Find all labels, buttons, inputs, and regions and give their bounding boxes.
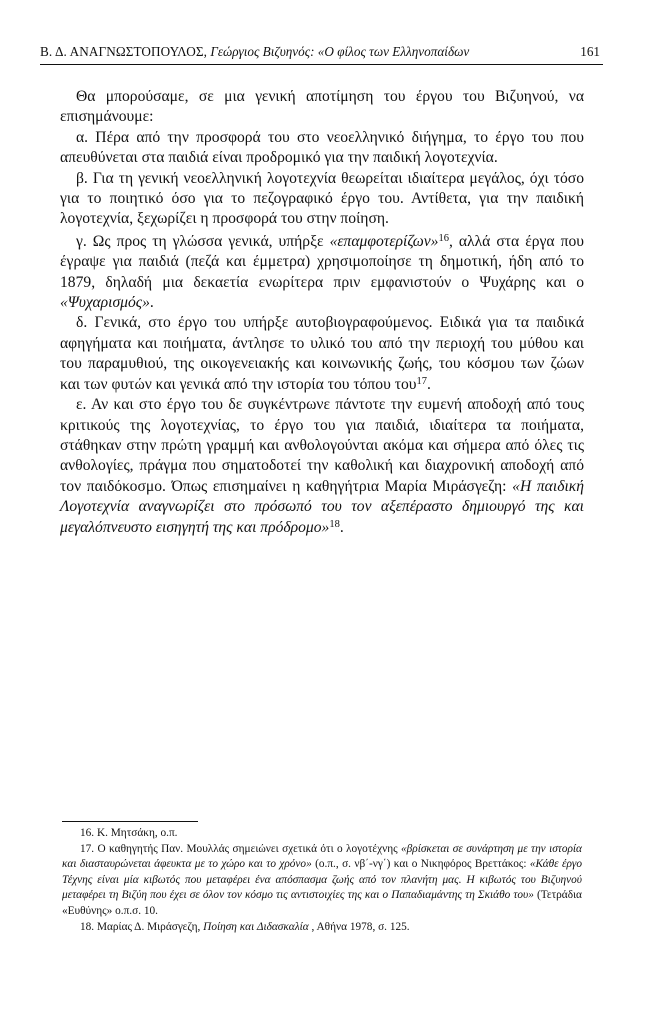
footnote-18	[62, 920, 582, 936]
header-author: Β. Δ. ΑΝΑΓΝΩΣΤΟΠΟΥΛΟΣ,	[40, 44, 208, 59]
paragraph-e	[60, 395, 584, 538]
paragraph-b: β. Για τη γενική νεοελληνική λογοτεχνία θεωρείται ιδιαίτερα μεγάλος, όχι τόσο για το ποιητικό όσο για το πεζογραφικό έργο του. Αντίθετα, για την παιδική λογοτεχνία, ξεχωρίζει η προσφορά του στην ποίηση.	[60, 169, 584, 228]
footnote-18-lead: 18. Μαρίας Δ. Μιράσγεζη,	[80, 920, 204, 933]
paragraph-c	[60, 232, 584, 314]
paragraph-d-text: δ. Γενικά, στο έργο του υπήρξε αυτοβιογραφούμενος. Ειδικά για τα παιδικά αφηγήματα και ποιήματα, άντλησε το υλικό του από την περιοχή του μύθου και του παραμυθιού, της οικογενειακής και κοινωνικής ζωής, του κόσμου των ζώων και των φυτών και γενικά από την ιστορία του τόπου του	[60, 314, 584, 393]
footnote-18-end: , Αθήνα 1978, σ. 125.	[308, 920, 410, 933]
page-number: 161	[580, 44, 600, 59]
footnote-17-lead: 17. Ο καθηγητής Παν. Μουλλάς σημειώνει σχετικά ότι ο λογοτέχνης	[80, 842, 401, 855]
header-rule	[40, 64, 603, 65]
footnote-18-book-title: Ποίηση και Διδασκαλία	[203, 920, 309, 933]
paragraph-e-text: ε. Αν και στο έργο του δε συγκέντρωνε πάντοτε την ευμενή αποδοχή από τους κριτικούς της λογοτεχνίας, το έργο του για παιδιά, ιδιαίτερα τα ποιήματα, στάθηκαν στην πρώτη γραμμή και ανθολογούνται ακόμα και σήμερα από όλες τις ανθολογίες, πράγμα που σηματοδοτεί την καθολική και διαχρονική αποδοχή από τον παιδόκοσμο. Όπως επισημαίνει η καθηγήτρια Μαρία Μιράσγεζη:	[60, 396, 584, 495]
paragraph-c-middle: , αλλά στα έργα που έγραψε για παιδιά (πεζά και έμμετρα) χρησιμοποίησε τη δημοτική, ήδη από το 1879, δηλαδή μια δεκαετία ενωρίτερα πριν εμφανιστούν ο Ψυχάρης και ο	[60, 232, 584, 291]
footnote-17-end: (Τετράδια «Ευθύνης» ο.π.σ. 10.	[62, 889, 582, 917]
footnote-ref-18: 18	[329, 518, 340, 530]
footnote-rule	[62, 821, 198, 822]
paragraph-c-lead: γ. Ως προς τη γλώσσα γενικά, υπήρξε	[76, 232, 330, 250]
paragraph-c-quote-1: «επαμφοτερίζων»	[329, 232, 439, 250]
paragraph-c-quote-2: «Ψυχαρισμός»	[60, 294, 150, 312]
footnote-ref-16: 16	[438, 232, 449, 244]
paragraph-e-quote: «Η παιδική Λογοτεχνία αναγνωρίζει στο πρόσωπό του τον αξεπέραστο δημιουργό της και μεγαλόπνευστο εισηγητή της και πρόδρομο»	[60, 477, 584, 536]
intro-paragraph: Θα μπορούσαμε, σε μια γενική αποτίμηση του έργου του Βιζυηνού, να επισημάνουμε:	[60, 88, 584, 126]
paragraph-e-end: .	[339, 518, 344, 536]
paragraph-d	[60, 313, 584, 395]
footnote-17	[62, 842, 582, 920]
footnote-ref-17: 17	[416, 375, 427, 387]
footnote-17-quote-1: «βρίσκεται σε συνάρτηση με την ιστορία και διασταυρώνεται άφευκτα με το χώρο και το χρόνο»	[62, 842, 582, 871]
paragraph-a: α. Πέρα από την προσφορά του στο νεοελληνικό διήγημα, το έργο του που απευθύνεται στα παιδιά είναι προδρομικό για την παιδική λογοτεχνία.	[60, 128, 584, 167]
footnote-17-middle: (ο.π., σ. νβ΄-νγ΄) και ο Νικηφόρος Βρεττάκος:	[311, 858, 530, 871]
footnote-17-quote-2: «Κάθε έργο Τέχνης είναι μία κιβωτός που μεταφέρει ένα απόσπασμα ζωής από τον πλανήτη μας. Η κιβωτός του Βιζυηνού μεταφέρει τη Βιζύη που έχει σε όλον τον κόσμο τις αντιστοιχίες της και ο Παπαδιαμάντης τη Σκιάθο του»	[62, 858, 582, 902]
paragraph-c-end: .	[149, 294, 154, 312]
paragraph-d-end: .	[427, 375, 431, 393]
footnote-16: 16. Κ. Μητσάκη, ο.π.	[80, 827, 178, 839]
header-title: Γεώργιος Βιζυηνός: «Ο φίλος των Ελληνοπαίδων	[210, 44, 470, 59]
main-text	[60, 87, 584, 538]
running-header	[40, 44, 600, 60]
footnotes	[62, 826, 582, 935]
